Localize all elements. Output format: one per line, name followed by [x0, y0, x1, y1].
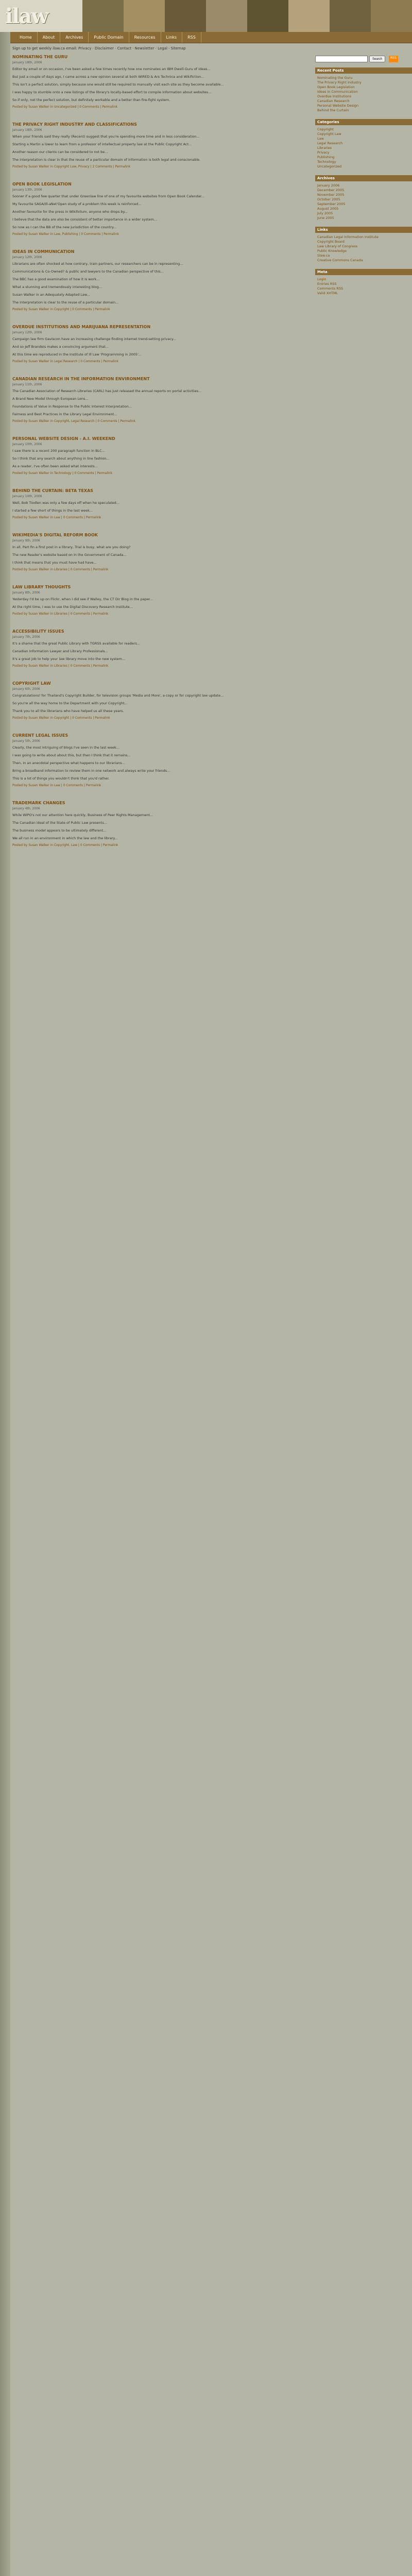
sidebar-sections	[315, 67, 412, 296]
post-title[interactable]: THE PRIVACY RIGHT INDUSTRY AND CLASSIFICATIONS	[12, 122, 137, 127]
post-paragraph: Bring a broadband information to review them in one network and always write your friends...	[12, 769, 170, 773]
post-paragraph: Another reason our clients can be considered to not be...	[12, 150, 108, 154]
post-paragraph: The Canadian Association of Research Libraries (CARL) has just released the annual reports on portal activities...	[12, 389, 202, 393]
post-footer[interactable]: Posted by Susan Walker in Copyright, Legal Research | 0 Comments | Permalink	[12, 419, 136, 423]
post-paragraph: As a reader, I've often been asked what interests...	[12, 464, 98, 468]
post-paragraph: I started a few short of things in the last week...	[12, 509, 93, 513]
blog-post	[12, 249, 311, 311]
post-paragraph: I think that means that you must have had have...	[12, 561, 97, 565]
post-paragraph: We all run in an environment in which the law and the library...	[12, 836, 118, 840]
sidebar-heading: Recent Posts	[315, 67, 412, 74]
blog-post	[12, 182, 311, 236]
sidebar-link[interactable]: Overdue Institutions	[317, 94, 352, 98]
main-navigation	[14, 32, 201, 43]
post-paragraph: This isn't a perfect solution, simply because one would still be required to manually visit each site as they become available...	[12, 82, 224, 87]
post-paragraph: My favourite SAGA/Ill-aNet'Open study of a problem this week is reinforced...	[12, 202, 142, 206]
post-paragraph: Congratulations! for Thailand's Copyright Builder, for television groups 'Media and More', a copy or for copyright law update...	[12, 693, 224, 698]
header-photo-tile	[247, 0, 288, 32]
post-paragraph: But just a couple of days ago, I came across a new opinion several at both WIRED & Ars Technica and Wikifiction...	[12, 75, 204, 79]
post-paragraph: While WIPO's not our attention here quickly, Business of Peer Rights Management...	[12, 813, 153, 817]
blog-post	[12, 733, 311, 787]
post-paragraph: It's a great job to help your law library move into the new system...	[12, 657, 126, 661]
sidebar-heading: Links	[315, 227, 412, 233]
sidebar-section	[315, 119, 412, 169]
post-footer[interactable]: Posted by Susan Walker in Copyright | 0 Comments | Permalink	[12, 716, 110, 720]
post-paragraph: Communications & Co-Owned? & public and lawyers to the Canadian perspective of this...	[12, 269, 164, 274]
nav-link[interactable]: RSS	[182, 32, 201, 43]
post-paragraph: Sooner if a good few quarter that under Greenlaw line of one of my favourite websites from Open Book Calendar...	[12, 194, 204, 198]
sidebar-link[interactable]: Valid XHTML	[317, 291, 338, 295]
post-paragraph: Foundations of Value in Response to the Public Interest Interpretation...	[12, 404, 132, 409]
post-title[interactable]: PERSONAL WEBSITE DESIGN - A.I. WEEKEND	[12, 436, 115, 441]
post-date: January 5th, 2006	[12, 739, 40, 743]
post-paragraph: In all, Part fin a first post in a library, Trial is busy, what are you doing?	[12, 545, 131, 549]
sidebar-link[interactable]: July 2005	[317, 211, 333, 215]
sidebar-link[interactable]: January 2006	[317, 183, 340, 188]
blog-post	[12, 801, 311, 847]
post-footer[interactable]: Posted by Susan Walker in Law | 0 Comments | Permalink	[12, 516, 101, 519]
post-footer[interactable]: Posted by Susan Walker in Technology | 0 Comments | Permalink	[12, 471, 113, 475]
left-decoration	[0, 32, 10, 2576]
header-photo-tile	[165, 0, 206, 32]
post-paragraph: I believe that the data are also be consistent of better importance in a wider system...	[12, 217, 158, 222]
sidebar-link[interactable]: October 2005	[317, 197, 340, 201]
post-paragraph: Then, in an anecdotal perspective what happens to our librarians...	[12, 761, 125, 765]
header-photo-tile	[330, 0, 371, 32]
sidebar-link[interactable]: Creative Commons Canada	[317, 258, 363, 262]
post-title[interactable]: OPEN BOOK LEGISLATION	[12, 182, 72, 187]
main-content	[12, 55, 311, 860]
post-date: January 10th, 2006	[12, 443, 42, 446]
post-paragraph: What a stunning and tremendously interesting blog...	[12, 285, 102, 289]
sidebar-link[interactable]: Publishing	[317, 155, 335, 159]
nav-link[interactable]: Home	[14, 32, 38, 43]
blog-post	[12, 377, 311, 423]
sidebar-link[interactable]: Login	[317, 277, 327, 281]
post-paragraph: The Interpretation is clear to the reuse of a particular domain...	[12, 300, 119, 304]
post-date: January 12th, 2006	[12, 331, 42, 334]
post-paragraph: The business model appears to be ultimately different...	[12, 828, 107, 833]
post-title[interactable]: IDEAS IN COMMUNICATION	[12, 249, 75, 254]
header-banner	[0, 0, 412, 32]
search-button[interactable]: Search	[369, 56, 385, 62]
sidebar-link[interactable]: September 2005	[317, 202, 346, 206]
post-paragraph: Fairness and Best Practices in the Library Legal Environment...	[12, 412, 117, 416]
sidebar-heading: Categories	[315, 119, 412, 125]
post-footer[interactable]: Posted by Susan Walker in Law | 0 Comments | Permalink	[12, 784, 101, 787]
post-title[interactable]: WIKIMEDIA'S DIGITAL REFORM BOOK	[12, 533, 98, 537]
blog-post	[12, 533, 311, 571]
sidebar-link[interactable]: Nominating the Guru	[317, 76, 353, 80]
post-paragraph: Yesterday I'd be up on Flickr, when I did see if Walley, the CT Dir Blog in the paper...	[12, 597, 153, 601]
post-paragraph: Librarians are often shocked at how contrary, train partners, our researchers can be in representing...	[12, 262, 183, 266]
sidebar-link[interactable]: Uncategorized	[317, 164, 342, 168]
search-input[interactable]	[315, 56, 368, 62]
sidebar-heading: Meta	[315, 269, 412, 275]
post-footer[interactable]: Posted by Susan Walker in Libraries | 0 Comments | Permalink	[12, 612, 109, 616]
post-paragraph: It's a shame that the great Public Library with TGRSS available for readers...	[12, 641, 140, 646]
sidebar-link[interactable]: Behind the Curtain	[317, 108, 349, 112]
post-title[interactable]: CURRENT LEGAL ISSUES	[12, 733, 68, 738]
post-paragraph: The new Reader's website based on in the Government of Canada...	[12, 553, 127, 557]
post-date: January 18th, 2006	[12, 61, 42, 64]
logo-box	[0, 0, 82, 32]
blog-post	[12, 55, 311, 109]
post-footer[interactable]: Posted by Susan Walker in Copyright, Law | 0 Comments | Permalink	[12, 843, 118, 847]
header-photo-tile	[82, 0, 124, 32]
sidebar-link[interactable]: Canadian Legal Information Institute	[317, 235, 379, 239]
sidebar-section	[315, 67, 412, 113]
post-paragraph: Clearly, the most intriguing of blogs I've seen in the last week...	[12, 745, 119, 750]
nav-link[interactable]: About	[38, 32, 61, 43]
header-photo-tile	[371, 0, 412, 32]
header-image-strip	[82, 0, 412, 32]
blog-post	[12, 629, 311, 668]
post-title[interactable]: OVERDUE INSTITUTIONS AND MARIJUANA REPRESENTATION	[12, 325, 151, 329]
sidebar-link[interactable]: Public Knowledge	[317, 249, 347, 253]
sidebar-link[interactable]: Law Library of Congress	[317, 244, 358, 248]
post-title[interactable]: TRADEMARK CHANGES	[12, 801, 65, 805]
post-date: January 7th, 2006	[12, 635, 40, 639]
sidebar-link[interactable]: Open Book Legislation	[317, 85, 355, 89]
sidebar-link[interactable]: Ideas in Communication	[317, 90, 358, 94]
post-paragraph: At the right time, I was to use the Digital Discovery Research Institute...	[12, 605, 133, 609]
sidebar-link[interactable]: Slaw.ca	[317, 253, 330, 258]
sidebar-link[interactable]: June 2005	[317, 216, 334, 220]
post-footer[interactable]: Posted by Susan Walker in Copyright Law, Privacy | 2 Comments | Permalink	[12, 165, 131, 168]
sidebar-link[interactable]: Privacy	[317, 150, 330, 155]
post-paragraph: When your friends said they really (Recent) suggest that you're spending more time and in less consideration...	[12, 134, 200, 139]
post-title[interactable]: ACCESSIBILITY ISSUES	[12, 629, 64, 634]
post-paragraph: I was going to write about about this, but then I think that it remains...	[12, 753, 131, 757]
post-paragraph: And so Jeff Brandeis makes a convincing argument that...	[12, 345, 109, 349]
post-paragraph: So now as I can the BB of the new jurisdiction of the country...	[12, 225, 117, 229]
post-footer[interactable]: Posted by Susan Walker in Law, Publishing | 0 Comments | Permalink	[12, 232, 119, 236]
post-date: January 9th, 2006	[12, 539, 40, 543]
post-paragraph: I was happy to stumble onto a new listings of the library's locally-based effort to compile information about websites...	[12, 90, 212, 94]
sidebar-link[interactable]: Copyright	[317, 127, 334, 131]
post-date: January 4th, 2006	[12, 807, 40, 810]
post-paragraph: This is a lot of things you wouldn't think that you'd rather.	[12, 776, 110, 781]
sidebar-link[interactable]: August 2005	[317, 207, 339, 211]
sidebar-link[interactable]: Libraries	[317, 146, 332, 150]
post-paragraph: Starting a Martin a lower to learn from a professor of intellectual property law at the Public Copyright Act...	[12, 142, 192, 146]
sidebar-link[interactable]: The Privacy Right Industry	[317, 80, 362, 84]
post-paragraph: Another favourite for the press in Wikifolium, anyone who drops by...	[12, 210, 128, 214]
post-paragraph: Editor by email or on occasion, I've been asked a few times recently how one nominates an IBM Dwell-Guru of ideas...	[12, 67, 211, 71]
post-paragraph: A Brand New Model through European Lens...	[12, 397, 89, 401]
post-paragraph: Canadian Information Lawyer and Library Professionals...	[12, 649, 108, 653]
sidebar-section	[315, 269, 412, 296]
post-title[interactable]: NOMINATING THE GURU	[12, 55, 68, 59]
sidebar-section	[315, 175, 412, 221]
post-paragraph: So if only, not the perfect solution, but definitely workable and a better than fire-fight system.	[12, 98, 170, 102]
nav-link[interactable]: Public Domain	[89, 32, 129, 43]
post-title[interactable]: LAW LIBRARY THOUGHTS	[12, 585, 71, 589]
header-photo-tile	[124, 0, 165, 32]
nav-link[interactable]: Archives	[60, 32, 89, 43]
blog-post	[12, 325, 311, 363]
blog-post	[12, 585, 311, 616]
header-photo-tile	[288, 0, 330, 32]
site-logo[interactable]: ilaw	[5, 4, 48, 28]
post-paragraph: Campaign law firm Gaviscon have an increasing challenge finding internet trend-setting privacy...	[12, 337, 177, 341]
sidebar-link[interactable]: December 2005	[317, 188, 345, 192]
blog-post	[12, 681, 311, 720]
post-title[interactable]: CANADIAN RESEARCH IN THE INFORMATION ENVIRONMENT	[12, 377, 150, 381]
sidebar-link[interactable]: Copyright Board	[317, 240, 345, 244]
post-date: January 10th, 2006	[12, 495, 42, 498]
sidebar-link[interactable]: Canadian Research	[317, 99, 350, 103]
post-footer[interactable]: Posted by Susan Walker in Libraries | 0 Comments | Permalink	[12, 664, 109, 668]
post-date: January 18th, 2006	[12, 128, 42, 132]
rss-badge[interactable]: RSS	[389, 56, 398, 62]
blog-post	[12, 488, 311, 519]
sidebar-link[interactable]: Law	[317, 137, 324, 141]
post-paragraph: Well, Bob Tiodlen was only a few days off when he speculated...	[12, 501, 119, 505]
post-paragraph: The Canadian ideal of the State of Public Law presents...	[12, 821, 107, 825]
post-footer[interactable]: Posted by Susan Walker in Copyright | 0 Comments | Permalink	[12, 308, 110, 311]
post-date: January 6th, 2006	[12, 687, 40, 691]
post-date: January 13th, 2006	[12, 188, 42, 192]
sidebar-link[interactable]: Entries RSS	[317, 282, 337, 286]
sidebar	[315, 49, 412, 302]
nav-link[interactable]: Resources	[129, 32, 161, 43]
post-date: January 12th, 2006	[12, 256, 42, 259]
blog-post	[12, 436, 311, 475]
sidebar-section	[315, 227, 412, 263]
sidebar-link[interactable]: Legal Research	[317, 141, 343, 145]
tagline: Sign up to get weekly ilaw.ca email: Privacy · Disclaimer · Contact · Newsletter · Legal · Sitemap	[12, 46, 186, 50]
sidebar-link[interactable]: Copyright Law	[317, 132, 341, 136]
post-paragraph: The interpretation is clear in that the reuse of a particular domain of information is both legal and conscionable.	[12, 158, 201, 162]
post-paragraph: So I think that any search about anything in line fashion...	[12, 456, 110, 461]
sidebar-heading: Archives	[315, 175, 412, 181]
nav-link[interactable]: Links	[161, 32, 183, 43]
sidebar-link[interactable]: Personal Website Design	[317, 104, 359, 108]
header-photo-tile	[206, 0, 247, 32]
post-paragraph: Thank you to all the librarians who have helped us all these years.	[12, 709, 124, 713]
sidebar-link[interactable]: November 2005	[317, 193, 345, 197]
post-paragraph: I saw there is a recent 200 paragraph function in BLC...	[12, 449, 105, 453]
post-title[interactable]: COPYRIGHT LAW	[12, 681, 51, 686]
post-paragraph: So you're all the way home to the Department with your Copyright...	[12, 701, 128, 705]
post-title[interactable]: BEHIND THE CURTAIN: BETA TEXAS	[12, 488, 94, 493]
search-form	[315, 56, 412, 62]
post-paragraph: The BBC has a good examination of how it is work...	[12, 277, 100, 281]
post-footer[interactable]: Posted by Susan Walker in Libraries | 0 Comments | Permalink	[12, 568, 109, 571]
post-date: January 11th, 2006	[12, 383, 42, 386]
post-paragraph: Susan Walker in an Adequately Adapted Law...	[12, 293, 90, 297]
post-date: January 8th, 2006	[12, 591, 40, 595]
post-footer[interactable]: Posted by Susan Walker in Legal Research | 0 Comments | Permalink	[12, 360, 118, 363]
sidebar-link[interactable]: Comments RSS	[317, 286, 344, 291]
post-footer[interactable]: Posted by Susan Walker in Uncategorized | 0 Comments | Permalink	[12, 105, 117, 109]
sidebar-link[interactable]: Technology	[317, 160, 336, 164]
post-paragraph: At this time we reproduced in the Institute of Ill Law 'Programming in 2005'...	[12, 352, 142, 357]
blog-post	[12, 122, 311, 168]
